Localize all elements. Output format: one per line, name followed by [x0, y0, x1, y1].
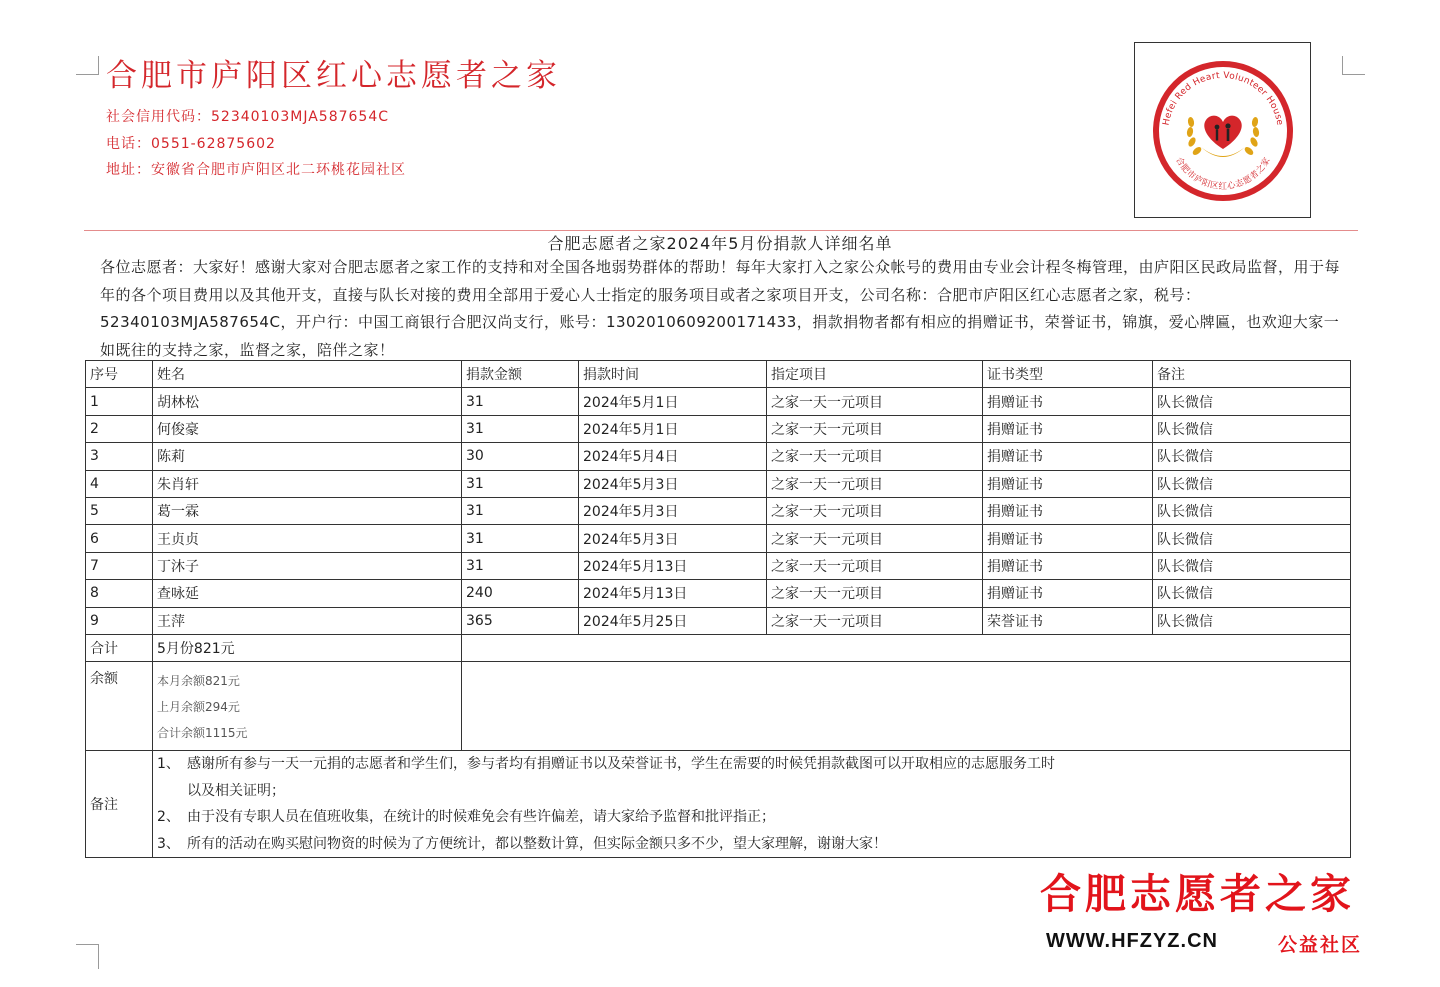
table-cell: 7: [86, 552, 153, 579]
table-cell: 31: [462, 415, 579, 442]
table-cell: 2024年5月1日: [579, 415, 767, 442]
column-header: 捐款金额: [462, 361, 579, 388]
note-continuation: 以及相关证明；: [187, 782, 285, 799]
table-row: [86, 415, 1351, 442]
intro-paragraph: 各位志愿者：大家好！感谢大家对合肥志愿者之家工作的支持和对全国各地弱势群体的帮助！每年大家打入之家公众帐号的费用由专业会计程冬梅管理，由庐阳区民政局监督，用于每年的各个项目费用以及其他开支，直接与队长对接的费用全部用于爱心人士指定的服务项目或者之家项目开支，公司名称：合肥市庐阳区红心志愿者之家，税号：52340103MJA587654C，开户行：中国工商银行合肥汉尚支行，账号：1302010609200171433，捐款捐物者都有相应的捐赠证书，荣誉证书，锦旗，爱心牌匾，也欢迎大家一如既往的支持之家，监督之家，陪伴之家！: [100, 258, 1341, 359]
table-cell: 2024年5月3日: [579, 525, 767, 552]
note-item: 1、 感谢所有参与一天一元捐的志愿者和学生们，参与者均有捐赠证书以及荣誉证书，学生在需要的时候凭捐款截图可以开取相应的志愿服务工时: [157, 756, 1055, 773]
table-cell: 胡林松: [153, 388, 462, 415]
table-cell: 捐赠证书: [983, 443, 1153, 470]
table-cell: 葛一霖: [153, 497, 462, 524]
table-cell: 31: [462, 497, 579, 524]
logo-text-english: Hefei Red Heart Volunteer House: [1161, 70, 1285, 127]
table-cell: 队长微信: [1153, 497, 1351, 524]
balance-current-month: 本月余额821元: [157, 674, 240, 689]
column-header: 姓名: [153, 361, 462, 388]
table-cell: 之家一天一元项目: [767, 470, 983, 497]
table-cell: 之家一天一元项目: [767, 388, 983, 415]
table-cell: 之家一天一元项目: [767, 580, 983, 607]
balance-last-month: 上月余额294元: [157, 700, 240, 715]
table-cell: 队长微信: [1153, 388, 1351, 415]
table-cell: 2024年5月13日: [579, 552, 767, 579]
table-cell: 荣誉证书: [983, 607, 1153, 634]
table-cell: 捐赠证书: [983, 388, 1153, 415]
table-cell: 捐赠证书: [983, 497, 1153, 524]
table-row: [86, 580, 1351, 607]
note-item: 2、 由于没有专职人员在值班收集，在统计的时候难免会有些许偏差，请大家给予监督和批评指正；: [157, 809, 775, 826]
balance-row: [86, 662, 1351, 751]
table-cell: 队长微信: [1153, 525, 1351, 552]
crop-mark-bottom-left: [76, 944, 99, 969]
notes-row: [86, 751, 1351, 858]
total-value: 5月份821元: [153, 634, 462, 661]
table-cell: 捐赠证书: [983, 470, 1153, 497]
document-title: 合肥志愿者之家2024年5月份捐款人详细名单: [547, 234, 893, 253]
website-tag: 公益社区: [1278, 934, 1363, 956]
table-row: [86, 470, 1351, 497]
table-cell: 4: [86, 470, 153, 497]
table-row: [86, 388, 1351, 415]
organization-name: 合肥市庐阳区红心志愿者之家: [106, 58, 561, 94]
table-cell: 之家一天一元项目: [767, 607, 983, 634]
phone-number: 电话：0551-62875602: [106, 136, 276, 152]
table-row: [86, 607, 1351, 634]
table-cell: 队长微信: [1153, 607, 1351, 634]
column-header: 序号: [86, 361, 153, 388]
balance-details: [153, 662, 462, 751]
column-header: 备注: [1153, 361, 1351, 388]
balance-empty-cell: [462, 662, 1351, 751]
column-header: 捐款时间: [579, 361, 767, 388]
crop-mark-top-right: [1342, 56, 1365, 75]
table-cell: 1: [86, 388, 153, 415]
table-cell: 捐赠证书: [983, 415, 1153, 442]
table-cell: 2024年5月4日: [579, 443, 767, 470]
table-cell: 2024年5月3日: [579, 497, 767, 524]
table-cell: 王贞贞: [153, 525, 462, 552]
table-cell: 捐赠证书: [983, 580, 1153, 607]
table-cell: 31: [462, 388, 579, 415]
table-cell: 查咏延: [153, 580, 462, 607]
table-cell: 队长微信: [1153, 580, 1351, 607]
brand-watermark: 合肥志愿者之家: [1040, 870, 1355, 918]
table-cell: 8: [86, 580, 153, 607]
table-cell: 之家一天一元项目: [767, 497, 983, 524]
notes-label: 备注: [86, 751, 153, 858]
logo-emblem-icon: [1135, 43, 1310, 217]
table-cell: 朱肖轩: [153, 470, 462, 497]
total-label: 合计: [86, 634, 153, 661]
table-cell: 31: [462, 470, 579, 497]
table-cell: 365: [462, 607, 579, 634]
column-header: 指定项目: [767, 361, 983, 388]
note-item: 3、 所有的活动在购买慰问物资的时候为了方便统计，都以整数计算，但实际金额只多不少，望大家理解，谢谢大家！: [157, 835, 887, 852]
logo-text-chinese: 合肥市庐阳区红心志愿者之家: [1173, 155, 1273, 192]
table-header-row: [86, 361, 1351, 388]
total-row: [86, 634, 1351, 661]
table-row: [86, 443, 1351, 470]
table-cell: 队长微信: [1153, 470, 1351, 497]
table-cell: 240: [462, 580, 579, 607]
table-cell: 捐赠证书: [983, 552, 1153, 579]
table-cell: 2024年5月13日: [579, 580, 767, 607]
notes-content: [153, 751, 1351, 858]
total-empty-cell: [462, 634, 1351, 661]
table-cell: 之家一天一元项目: [767, 415, 983, 442]
table-cell: 5: [86, 497, 153, 524]
table-cell: 捐赠证书: [983, 525, 1153, 552]
table-cell: 之家一天一元项目: [767, 443, 983, 470]
table-cell: 丁沐子: [153, 552, 462, 579]
website-url: WWW.HFZYZ.CN: [1046, 930, 1218, 952]
table-cell: 王萍: [153, 607, 462, 634]
table-cell: 31: [462, 525, 579, 552]
address: 地址：安徽省合肥市庐阳区北二环桃花园社区: [106, 162, 406, 178]
table-cell: 2024年5月3日: [579, 470, 767, 497]
table-cell: 队长微信: [1153, 552, 1351, 579]
balance-total: 合计余额1115元: [157, 726, 248, 741]
table-cell: 31: [462, 552, 579, 579]
table-cell: 陈莉: [153, 443, 462, 470]
logo: [1134, 42, 1311, 218]
donation-table: [85, 360, 1351, 858]
table-cell: 之家一天一元项目: [767, 525, 983, 552]
table-cell: 2024年5月1日: [579, 388, 767, 415]
table-row: [86, 552, 1351, 579]
crop-mark-top-left: [76, 56, 99, 75]
table-cell: 之家一天一元项目: [767, 552, 983, 579]
table-row: [86, 525, 1351, 552]
table-cell: 9: [86, 607, 153, 634]
table-cell: 队长微信: [1153, 415, 1351, 442]
table-cell: 2: [86, 415, 153, 442]
table-cell: 6: [86, 525, 153, 552]
column-header: 证书类型: [983, 361, 1153, 388]
table-cell: 2024年5月25日: [579, 607, 767, 634]
credit-code: 社会信用代码：52340103MJA587654C: [106, 109, 390, 125]
table-cell: 队长微信: [1153, 443, 1351, 470]
table-cell: 3: [86, 443, 153, 470]
table-row: [86, 497, 1351, 524]
table-cell: 30: [462, 443, 579, 470]
table-cell: 何俊豪: [153, 415, 462, 442]
balance-label: 余额: [86, 662, 153, 751]
